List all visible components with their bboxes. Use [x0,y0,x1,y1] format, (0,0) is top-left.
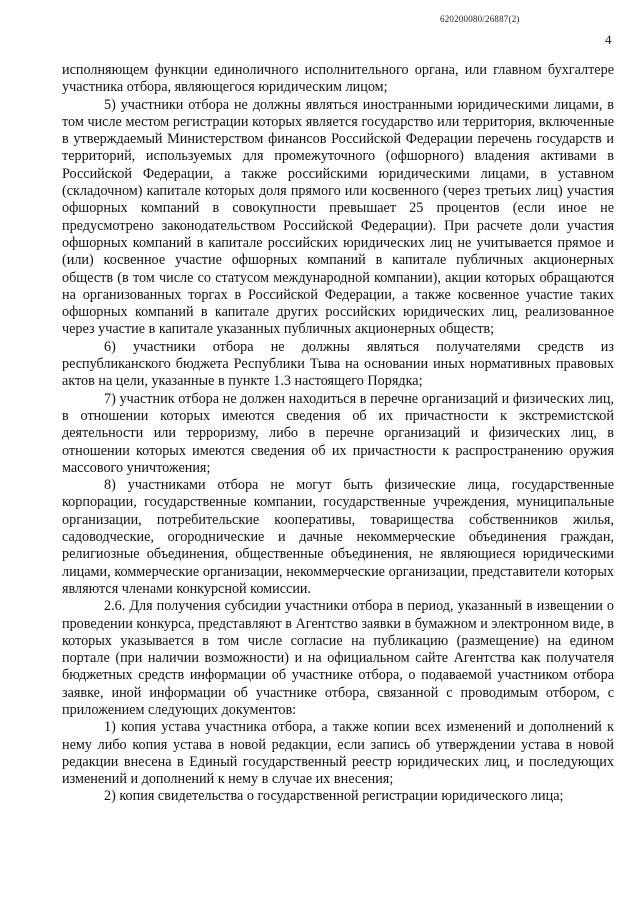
paragraph-item-5: 5) участники отбора не должны являться иностранными юридическими лицами, в том числе местом регистрации которых является государство или территория, включенные в утверждаемый Министерством финансов Российской Федерации перечень государств и территорий, используемых для промежуточного (офшорного) владения активами в Российской Федерации, а также российскими юридическими лицами, в уставном (складочном) капитале которых доля прямого или косвенного (через третьих лиц) участия офшорных компаний в совокупности превышает 25 процентов (если иное не предусмотрено законодательством Российской Федерации). При расчете доли участия офшорных компаний в капитале российских юридических лиц не учитывается прямое и (или) косвенное участие офшорных компаний в капитале публичных акционерных обществ (в том числе со статусом международной компании), акции которых обращаются на организованных торгах в Российской Федерации, а также косвенное участие таких офшорных компаний в капитале других российских юридических лиц, реализованное через участие в капитале указанных публичных акционерных обществ; [62,96,614,338]
paragraph-section-2-6: 2.6. Для получения субсидии участники отбора в период, указанный в извещении о проведении конкурса, представляют в Агентство заявки в бумажном и электронном виде, в которых указывается в том числе согласие на публикацию (размещение) на едином портале (при наличии возможности) и на официальном сайте Агентства как получателя бюджетных средств информации об участнике отбора, о подаваемой участником отбора заявке, иной информации об участнике отбора, связанной с проводимым отбором, с приложением следующих документов: [62,598,614,718]
paragraph-item-6: 6) участники отбора не должны являться получателями средств из республиканского бюджета Республики Тыва на основании иных нормативных правовых актов на цели, указанные в пункте 1.3 настоящего Порядка; [62,338,614,390]
paragraph-document-2: 2) копия свидетельства о государственной регистрации юридического лица; [104,788,564,805]
paragraph-continuation: исполняющем функции единоличного исполнительного органа, или главном бухгалтере участника отбора, являющегося юридическим лицом; [62,62,614,96]
page-number: 4 [605,32,612,47]
paragraph-document-1: 1) копия устава участника отбора, а также копии всех изменений и дополнений к нему либо копия устава в новой редакции, если запись об утверждении устава в новой редакции внесена в Единый государственный реестр юридических лиц, и последующих изменений и дополнений к нему в случае их внесения; [62,719,614,788]
document-body [62,62,614,806]
paragraph-item-8: 8) участниками отбора не могут быть физические лица, государственные корпорации, государственные компании, государственные учреждения, муниципальные организации, потребительские кооперативы, товарищества собственников жилья, садоводческие, огороднические и дачные некоммерческие объединения граждан, религиозные объединения, общественные объединения, не являющиеся юридическими лицами, коммерческие организации, некоммерческие организации, представители которых являются членами конкурсной комиссии. [62,477,614,597]
document-id: 620200080/26887(2) [440,14,520,24]
paragraph-item-7: 7) участник отбора не должен находиться в перечне организаций и физических лиц, в отношении которых имеются сведения об их причастности к экстремистской деятельности или терроризму, либо в перечне организаций и физических лиц, в отношении которых имеются сведения об их причастности к распространению оружия массового уничтожения; [62,390,614,476]
